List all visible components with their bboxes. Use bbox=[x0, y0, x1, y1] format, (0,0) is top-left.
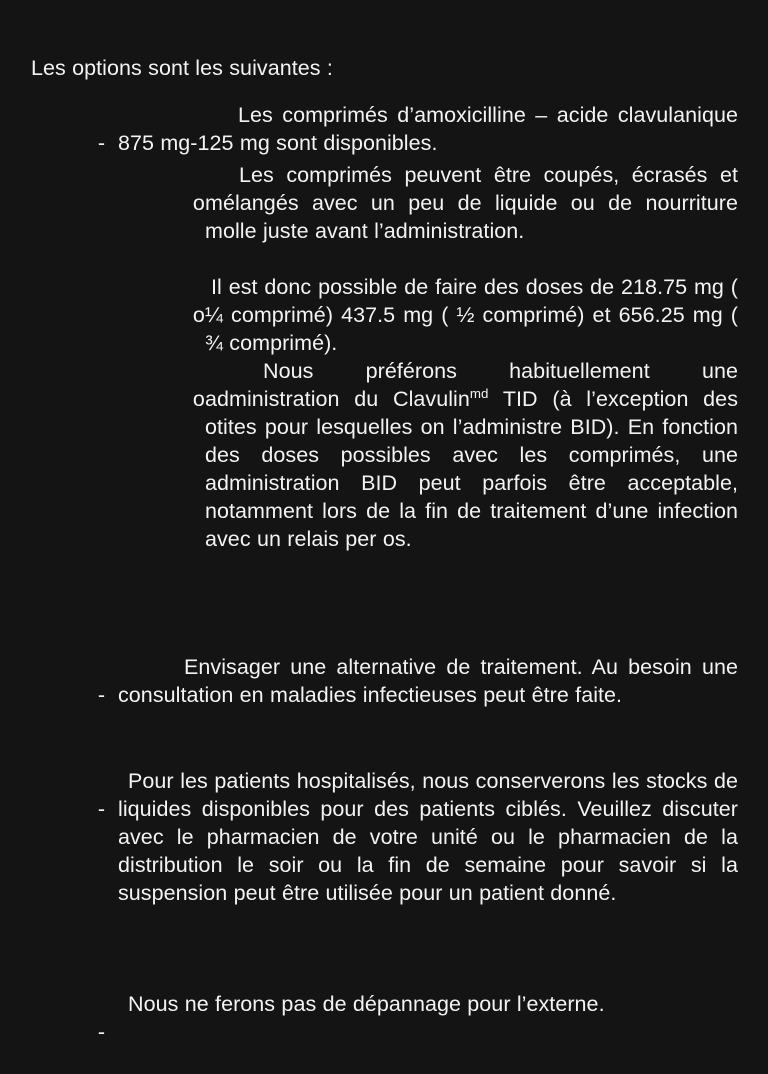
sub-bullet-marker-circle bbox=[169, 273, 205, 357]
circle-icon: o bbox=[192, 387, 205, 411]
bullet-text-alternative-treatment: Envisager une alternative de traitement. Au besoin une consultation en maladies infectieuses peut être faite. bbox=[118, 655, 738, 707]
circle-icon: o bbox=[192, 191, 205, 215]
clavulin-text-tail: TID (à l’exception des otites pour lesquelles on l’administre BID). En fonction des doses possibles avec les comprimés, une administration BID peut parfois être acceptable, notamment lors de la fin de traitement d’une infection avec un relais per os. bbox=[205, 387, 738, 551]
sub-bullet-text-doses: Il est donc possible de faire des doses de 218.75 mg ( ¼ comprimé) 437.5 mg ( ½ comprimé) et 656.25 mg ( ¾ comprimé). bbox=[205, 275, 738, 355]
sub-bullet-text-clavulin-schedule bbox=[205, 357, 738, 553]
bullet-text-no-outpatient-supply: Nous ne ferons pas de dépannage pour l’externe. bbox=[128, 992, 605, 1016]
bullet-text-hospitalized-patients: Pour les patients hospitalisés, nous conserverons les stocks de liquides disponibles pour des patients ciblés. Veuillez discuter avec le pharmacien de votre unité ou le pharmacien de la distribution le soir ou la fin de semaine pour savoir si la suspension peut être utilisée pour un patient donné. bbox=[118, 769, 738, 905]
bullet-marker-dash bbox=[74, 101, 105, 185]
intro-line: Les options sont les suivantes : bbox=[31, 56, 333, 80]
dash-icon: - bbox=[97, 1020, 106, 1044]
clavulin-text-lead: Nous préférons habituellement une administration du Clavulin bbox=[205, 359, 738, 411]
dash-icon: - bbox=[97, 683, 106, 707]
bullet-marker-dash bbox=[74, 990, 105, 1074]
bullet-marker-dash bbox=[74, 653, 105, 737]
circle-icon: o bbox=[192, 303, 205, 327]
bullet-text-tablets-available: Les comprimés d’amoxicilline – acide clavulanique 875 mg-125 mg sont disponibles. bbox=[118, 103, 738, 155]
trademark-superscript: md bbox=[469, 385, 489, 401]
dash-icon: - bbox=[97, 797, 106, 821]
dash-icon: - bbox=[97, 131, 106, 155]
sub-bullet-text-crushing: Les comprimés peuvent être coupés, écrasés et mélangés avec un peu de liquide ou de nourriture molle juste avant l’administration. bbox=[205, 163, 738, 243]
bullet-marker-dash bbox=[74, 767, 105, 851]
sub-bullet-marker-circle bbox=[169, 161, 205, 245]
sub-bullet-marker-circle bbox=[169, 357, 205, 441]
